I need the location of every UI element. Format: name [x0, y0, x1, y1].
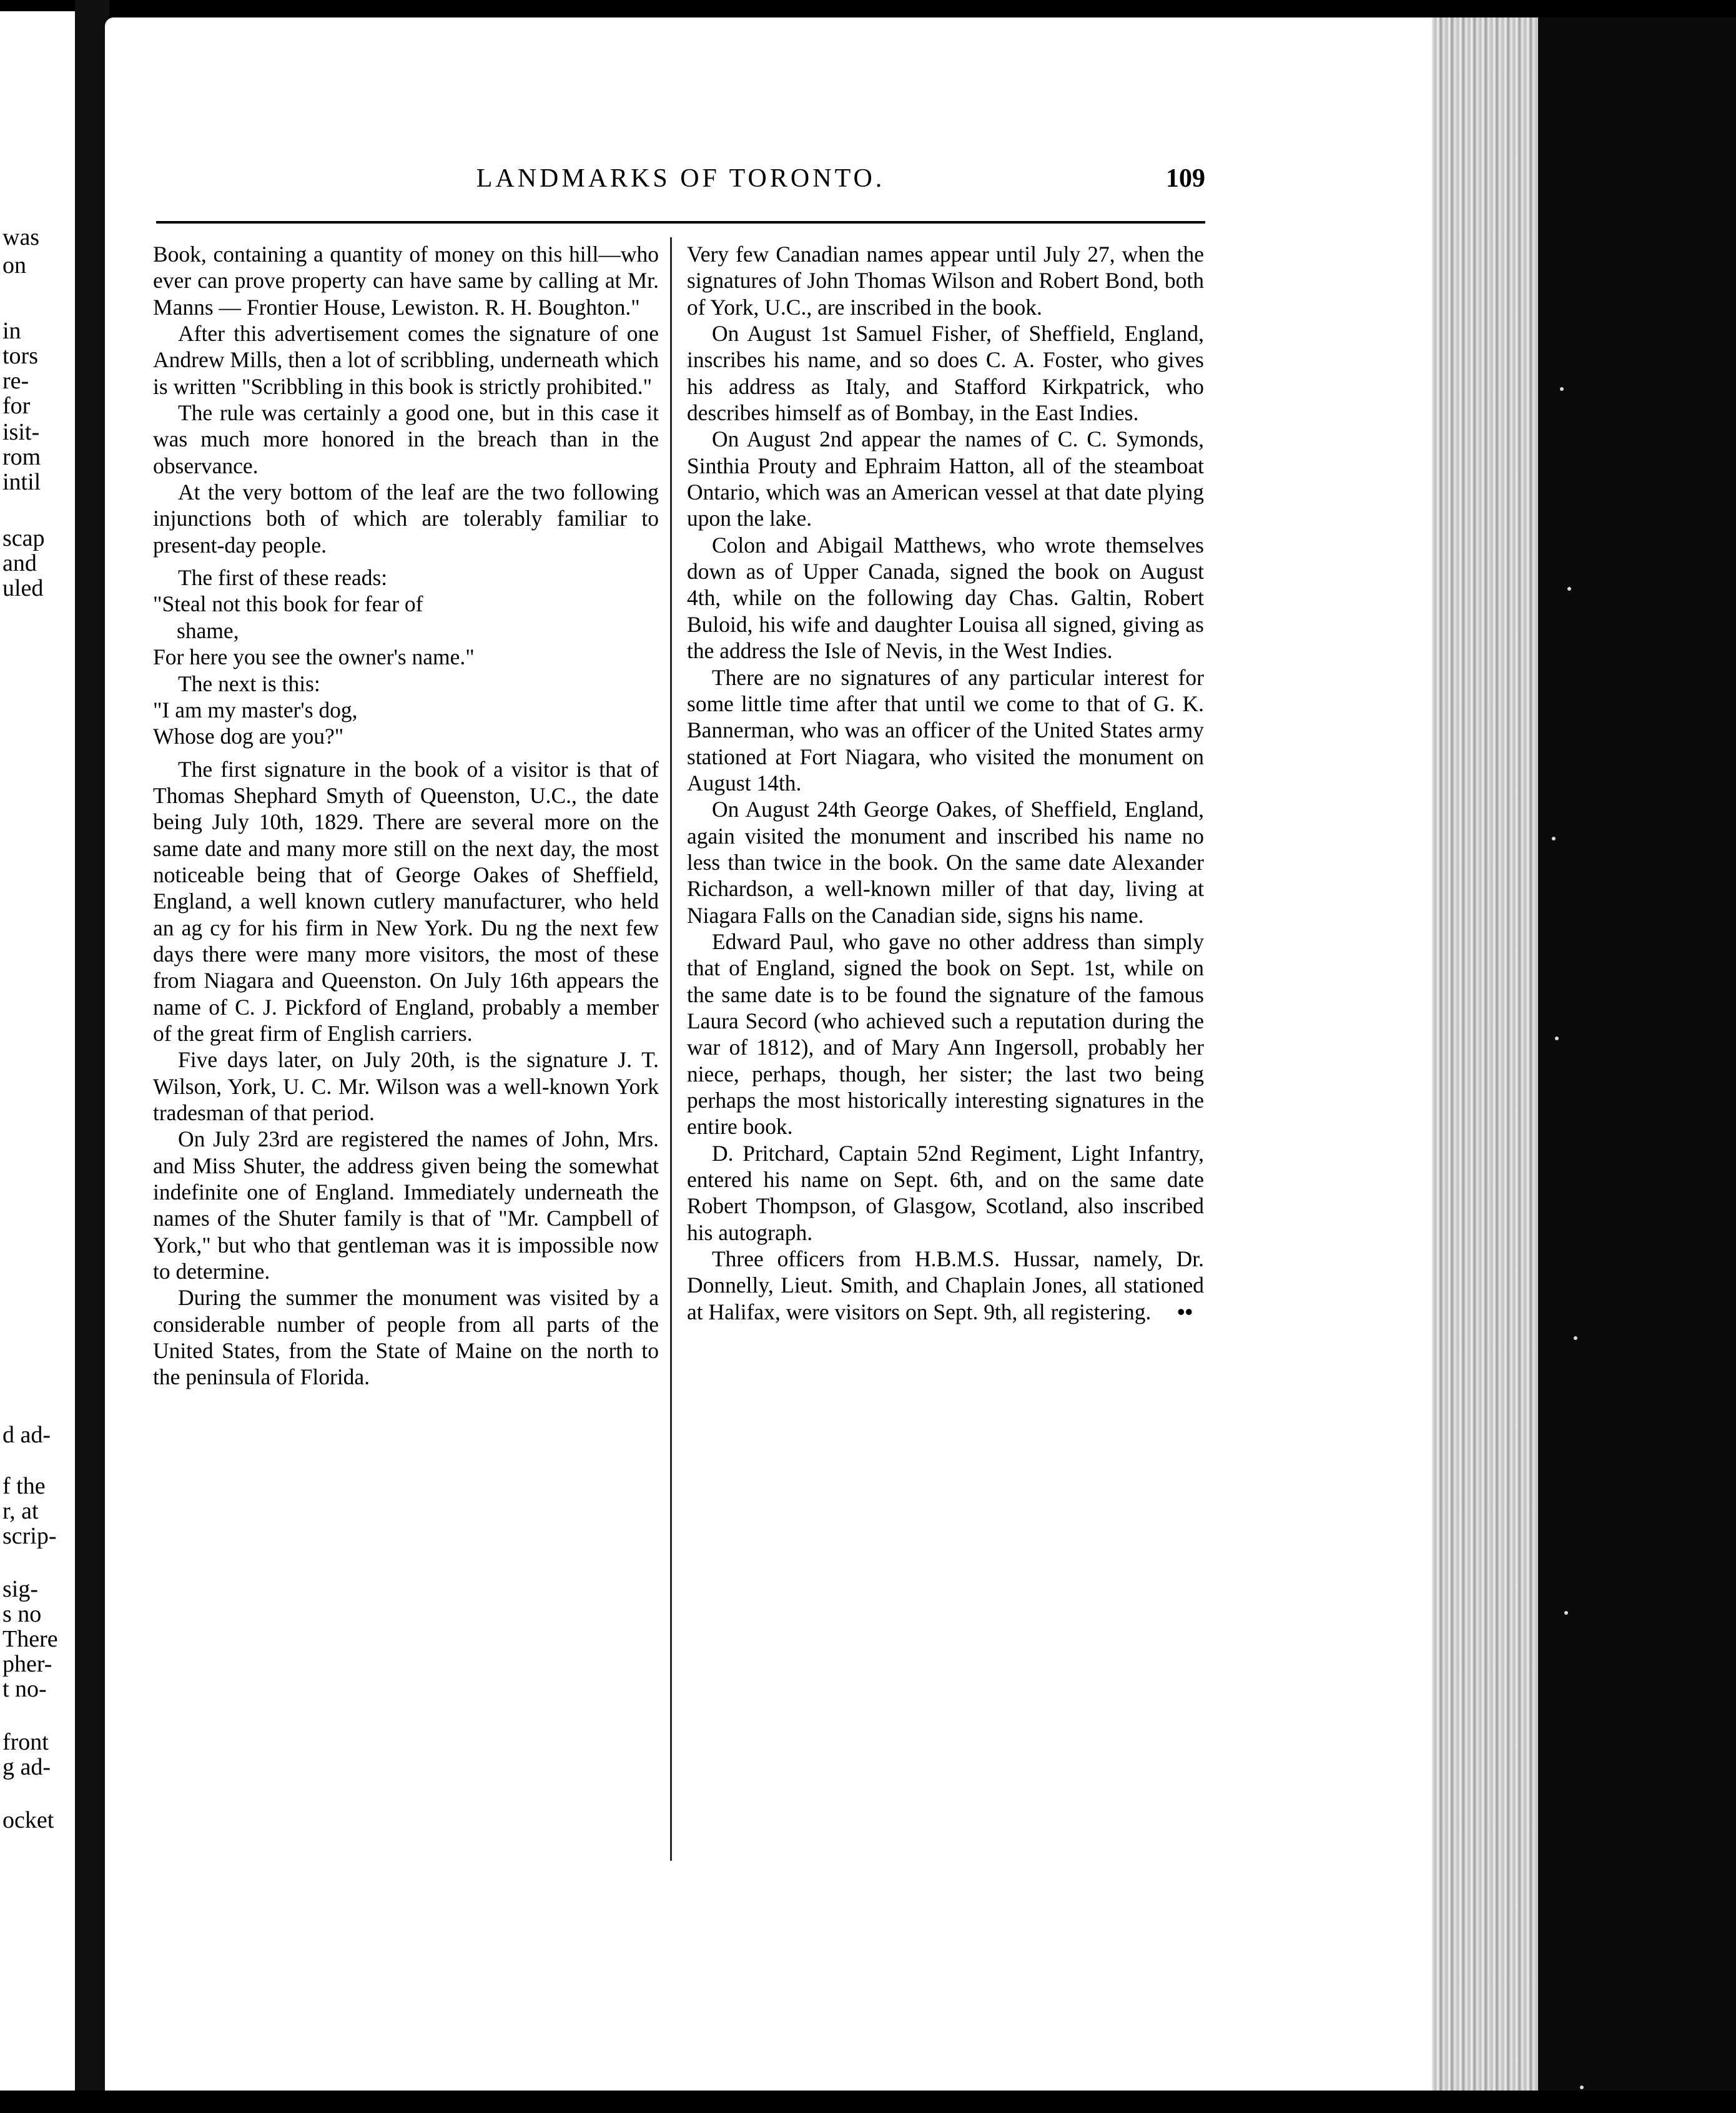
margin-fragment: t no-: [2, 1677, 47, 1702]
margin-fragment: ocket: [2, 1808, 54, 1833]
margin-fragment: There: [2, 1627, 58, 1652]
margin-fragment: sig-: [2, 1577, 38, 1602]
scan-bottom-border: [0, 2091, 1736, 2113]
paragraph: On August 1st Samuel Fisher, of Sheffield, England, inscribes his name, and so does C. A. Foster, who gives his address as Italy, and Stafford Kirkpatrick, who describes himself as of Bombay, in the East Indies.: [687, 321, 1204, 426]
end-mark: ••: [1177, 1299, 1193, 1325]
paragraph: Colon and Abigail Matthews, who wrote themselves down as of Upper Canada, signed the book on August 4th, while on the following day Chas. Galtin, Robert Buloid, his wife and daughter Louisa all signed, giving as the address the Isle of Nevis, in the West Indies.: [687, 532, 1204, 664]
margin-fragment: rom: [2, 445, 41, 470]
margin-fragment: front: [2, 1730, 49, 1755]
paragraph: The rule was certainly a good one, but in this case it was much more honored in the breach than in the observance.: [153, 400, 659, 478]
margin-fragment: for: [2, 393, 31, 418]
paragraph: On August 24th George Oakes, of Sheffield, England, again visited the monument and inscribed his name no less than twice in the book. On the same date Alexander Richardson, a well-known miller of that day, living at Niagara Falls on the Canadian side, signs his name.: [687, 797, 1204, 928]
margin-fragment: s no: [2, 1602, 42, 1627]
margin-fragment: intil: [2, 470, 41, 495]
paragraph: During the summer the monument was visited by a considerable number of people from all parts of the United States, from the State of Maine on the north to the peninsula of Florida.: [153, 1285, 659, 1390]
verse-line: shame,: [177, 618, 239, 643]
margin-fragment: g ad-: [2, 1755, 51, 1780]
margin-fragment: on: [2, 253, 26, 278]
paragraph: There are no signatures of any particular interest for some little time after that until we come to that of G. K. Bannerman, who was an officer of the United States army stationed at Fort Niagara, who visited the monument on August 14th.: [687, 664, 1204, 795]
margin-fragment: re-: [2, 368, 29, 393]
margin-fragment: f the: [2, 1474, 46, 1499]
paragraph: Very few Canadian names appear until July 27, when the signatures of John Thomas Wilson and Robert Bond, both of York, U.C., are inscribed in the book.: [687, 242, 1204, 320]
margin-fragment: scap: [2, 526, 45, 551]
page-header: [156, 164, 1205, 207]
margin-fragment: and: [2, 551, 37, 576]
verse-line: "I am my master's dog,: [153, 697, 358, 722]
header-rule: [156, 221, 1205, 224]
book-cover-dark: [1538, 17, 1736, 2097]
verse-line: Whose dog are you?": [153, 724, 344, 749]
paragraph: After this advertisement comes the signature of one Andrew Mills, then a lot of scribbling, underneath which is written "Scribbling in this book is strictly prohibited.": [153, 321, 659, 399]
paragraph: D. Pritchard, Captain 52nd Regiment, Light Infantry, entered his name on Sept. 6th, and on the same date Robert Thompson, of Glasgow, Scotland, also inscribed his autograph.: [687, 1140, 1204, 1245]
margin-fragment: uled: [2, 576, 44, 601]
margin-fragment: tors: [2, 343, 38, 368]
margin-fragment: in: [2, 318, 21, 343]
paragraph: Book, containing a quantity of money on this hill—who ever can prove property can have same by calling at Mr. Manns — Frontier House, Lewiston. R. H. Boughton.": [153, 242, 659, 320]
margin-fragment: r, at: [2, 1499, 39, 1524]
left-page-edge: [0, 11, 75, 2091]
paragraph: The first signature in the book of a visitor is that of Thomas Shephard Smyth of Queenston, U.C., the date being July 10th, 1829. There are several more on the same date and many more still on the next day, the most noticeable being that of George Oakes of Sheffield, England, a well known cutlery manufacturer, who held an ag cy for his firm in New York. Du ng the next few days there were many more visitors, the most of these from Niagara and Queenston. On July 16th appears the name of C. J. Pickford of England, probably a member of the great firm of English carriers.: [153, 756, 659, 1046]
paragraph: Three officers from H.B.M.S. Hussar, namely, Dr. Donnelly, Lieut. Smith, and Chaplain Jones, all stationed at Halifax, were visitors on Sept. 9th, all registering.: [687, 1246, 1204, 1324]
paragraph: At the very bottom of the leaf are the two following injunctions both of which are tolerably familiar to present-day people.: [153, 480, 659, 558]
paragraph: Five days later, on July 20th, is the signature J. T. Wilson, York, U. C. Mr. Wilson was a well-known York tradesman of that period.: [153, 1047, 659, 1125]
paragraph: On August 2nd appear the names of C. C. Symonds, Sinthia Prouty and Ephraim Hatton, all of the steamboat Ontario, which was an American vessel at that date plying upon the lake.: [687, 426, 1204, 531]
margin-fragment: pher-: [2, 1652, 52, 1677]
margin-fragment: was: [2, 225, 40, 250]
paragraph: The next is this:: [178, 671, 320, 696]
book-gutter: [75, 0, 109, 2113]
margin-fragment: isit-: [2, 420, 40, 445]
paragraph: Edward Paul, who gave no other address than simply that of England, signed the book on Sept. 1st, while on the same date is to be found the signature of the famous Laura Secord (who achieved such a reputation during the war of 1812), and of Mary Ann Ingersoll, probably her niece, perhaps, though, her sister; the last two being perhaps the most historically interesting signatures in the entire book.: [687, 928, 1204, 1140]
left-text-column: [153, 241, 659, 1391]
page-edges: [1432, 17, 1538, 2097]
paragraph: On July 23rd are registered the names of John, Mrs. and Miss Shuter, the address given being the somewhat indefinite one of England. Immediately underneath the names of the Shuter family is that of "Mr. Campbell of York," but who that gentleman was it is impossible now to determine.: [153, 1126, 659, 1284]
right-text-column: [687, 241, 1204, 1325]
paragraph: The first of these reads:: [178, 565, 388, 591]
margin-fragment: d ad-: [2, 1422, 51, 1447]
verse-line: "Steal not this book for fear of: [153, 591, 423, 617]
verse-line: For here you see the owner's name.": [153, 644, 475, 670]
running-head: LANDMARKS OF TORONTO.: [476, 164, 885, 193]
margin-fragment: scrip-: [2, 1524, 57, 1549]
verse-masters-dog: [153, 697, 659, 750]
page-number: 109: [1166, 164, 1205, 193]
column-separator: [670, 237, 672, 1861]
verse-steal-not: [153, 591, 659, 670]
